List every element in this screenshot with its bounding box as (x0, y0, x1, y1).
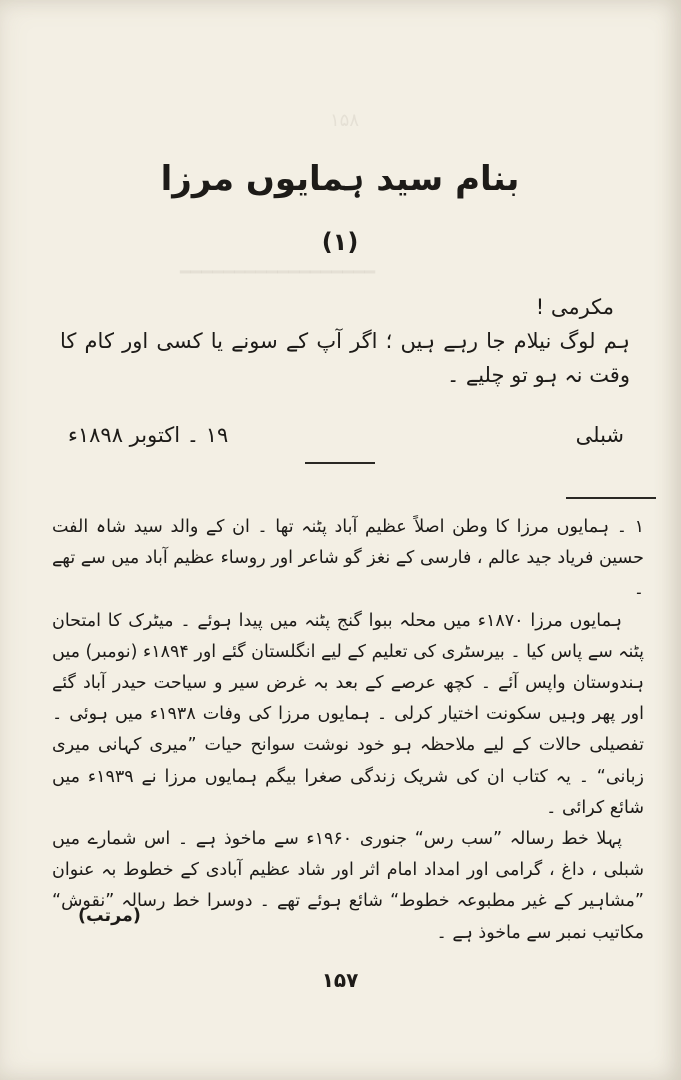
signature-row (68, 418, 624, 452)
bleed-through-text: ━━━━━━━━━━━━━━━━━━ (180, 262, 376, 283)
letter-body: ہم لوگ نیلام جا رہے ہیں ؛ اگر آپ کے سونے یا کسی اور کام کا وقت نہ ہو تو چلیے ۔ (60, 329, 630, 387)
letter-signature: شبلی (575, 423, 624, 447)
salutation: مکرمی ! (535, 295, 614, 319)
letter-end-divider (305, 462, 375, 464)
letter-date: ۱۹ ۔ اکتوبر ۱۸۹۸ء (68, 423, 229, 447)
footnotes (52, 512, 644, 949)
footnote-paragraph: ہمایوں مرزا ۱۸۷۰ء میں محلہ ببوا گنج پٹنہ میں پیدا ہوئے ۔ میٹرک کا امتحان پٹنہ سے پاس کیا ۔ بیرسٹری کی تعلیم کے لیے انگلستان گئے اور ۱۸۹۴ء (نومبر) میں ہندوستان واپس آئے ۔ کچھ عرصے کے بعد بہ غرض سیر و سیاحت حیدر آباد گئے اور پھر وہیں سکونت اختیار کرلی ۔ ہمایوں مرزا کی وفات ۱۹۳۸ء میں ہوئی ۔ تفصیلی حالات کے لیے ملاحظہ ہو خود نوشت سوانح حیات ”میری کہانی میری زبانی“ ۔ یہ کتاب ان کی شریک زندگی صغرا بیگم ہمایوں مرزا نے ۱۹۳۹ء میں شائع کرائی ۔ (52, 610, 644, 818)
letter-title: بنام سید ہمایوں مرزا (160, 159, 520, 199)
footnote-paragraph: ۱ ۔ ہمایوں مرزا کا وطن اصلاً عظیم آباد پٹنہ تھا ۔ ان کے والد سید شاہ الفت حسین فریاد جید عالم ، فارسی کے نغز گو شاعر اور روساء عظیم آباد میں سے تھے ۔ (52, 517, 644, 600)
letter-number: (۱) (321, 228, 359, 256)
bleed-through-mark: ۱۵۸ (330, 110, 360, 131)
editor-credit: (مرتب) (78, 906, 141, 926)
page-number: ۱۵۷ (321, 968, 359, 992)
footnote-paragraph: پہلا خط رسالہ ”سب رس“ جنوری ۱۹۶۰ء سے ماخوذ ہے ۔ اس شمارے میں شبلی ، داغ ، گرامی اور امداد امام اثر اور شاد عظیم آبادی کے خطوط بہ عنوان ”مشاہیر کے غیر مطبوعہ خطوط“ شائع ہوئے تھے ۔ دوسرا خط رسالہ ”نقوش“ مکاتیب نمبر سے ماخوذ ہے ۔ (52, 829, 644, 943)
footnote-divider (566, 497, 656, 499)
